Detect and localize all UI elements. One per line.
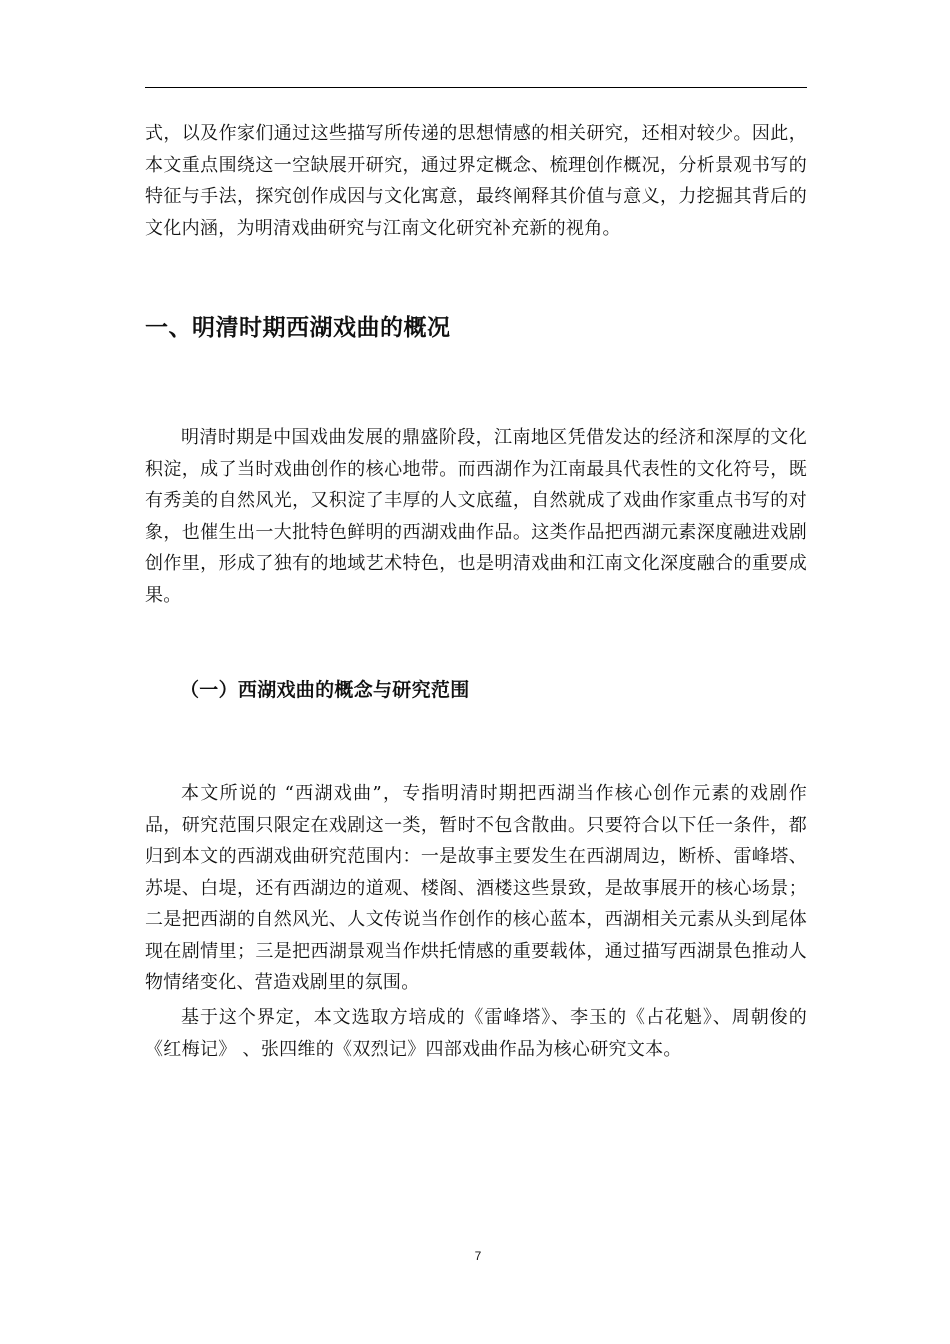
section-paragraph: 明清时期是中国戏曲发展的鼎盛阶段，江南地区凭借发达的经济和深厚的文化积淀，成了当时戏曲创作的核心地带。而西湖作为江南最具代表性的文化符号，既有秀美的自然风光，又积淀了丰厚的人文底蕴，自然就成了戏曲作家重点书写的对象，也催生出一大批特色鲜明的西湖戏曲作品。这类作品把西湖元素深度融进戏剧创作里，形成了独有的地域艺术特色，也是明清戏曲和江南文化深度融合的重要成果。	[145, 427, 807, 606]
intro-paragraph: 式，以及作家们通过这些描写所传递的思想情感的相关研究，还相对较少。因此，本文重点围绕这一空缺展开研究，通过界定概念、梳理创作概况，分析景观书写的特征与手法，探究创作成因与文化寓意，最终阐释其价值与意义，力挖掘其背后的文化内涵，为明清戏曲研究与江南文化研究补充新的视角。	[145, 123, 807, 239]
section-heading: 一、明清时期西湖戏曲的概况	[145, 315, 451, 341]
subsection-paragraph-2: 基于这个界定，本文选取方培成的《雷峰塔》、李玉的《占花魁》、周朝俊的《红梅记》 、张四维的《双烈记》四部戏曲作品为核心研究文本。	[145, 1007, 807, 1060]
subsection-paragraph-1: 本文所说的 “西湖戏曲”，专指明清时期把西湖当作核心创作元素的戏剧作品，研究范围只限定在戏剧这一类，暂时不包含散曲。只要符合以下任一条件，都归到本文的西湖戏曲研究范围内：一是故事主要发生在西湖周边，断桥、雷峰塔、苏堤、白堤，还有西湖边的道观、楼阁、酒楼这些景致，是故事展开的核心场景；二是把西湖的自然风光、人文传说当作创作的核心蓝本，西湖相关元素从头到尾体现在剧情里；三是把西湖景观当作烘托情感的重要载体，通过描写西湖景色推动人物情绪变化、营造戏剧里的氛围。	[145, 783, 807, 993]
page-number: 7	[474, 1249, 482, 1263]
subsection-heading: （一）西湖戏曲的概念与研究范围	[180, 679, 470, 701]
header-rule	[145, 87, 807, 88]
